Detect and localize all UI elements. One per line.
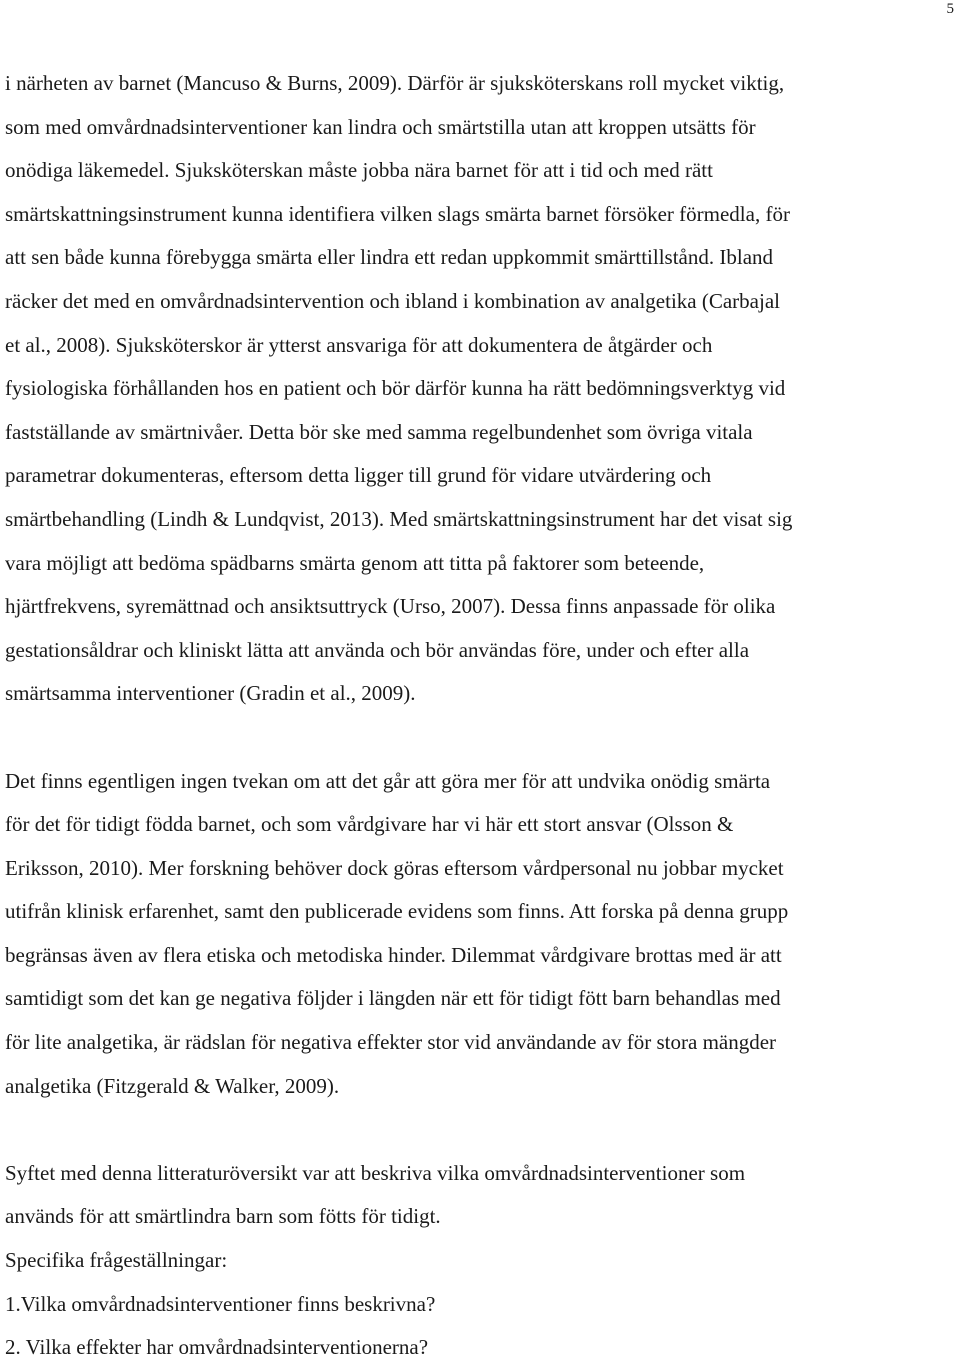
text-line: samtidigt som det kan ge negativa följder i längden när ett för tidigt fött barn behandlas med: [5, 986, 781, 1011]
text-line: fysiologiska förhållanden hos en patient och bör därför kunna ha rätt bedömningsverktyg vid: [5, 376, 786, 401]
text-line: analgetika (Fitzgerald & Walker, 2009).: [5, 1073, 340, 1098]
text-line: Eriksson, 2010). Mer forskning behöver dock göras eftersom vårdpersonal nu jobbar mycket: [5, 855, 784, 880]
text-line: i närheten av barnet (Mancuso & Burns, 2009). Därför är sjuksköterskans roll mycket viktig,: [5, 71, 785, 95]
text-line: för det för tidigt födda barnet, och som vårdgivare har vi här ett stort ansvar (Olsson &: [5, 812, 734, 837]
document-body: [5, 62, 953, 1370]
text-line: för lite analgetika, är rädslan för negativa effekter stor vid användande av för stora mängder: [5, 1030, 777, 1055]
text-line: används för att smärtlindra barn som fötts för tidigt.: [5, 1204, 441, 1229]
text-line: smärtbehandling (Lindh & Lundqvist, 2013). Med smärtskattningsinstrument har det visat sig: [5, 506, 793, 531]
paragraph: [5, 1152, 953, 1370]
text-line: vara möjligt att bedöma spädbarns smärta genom att titta på faktorer som beteende,: [5, 550, 705, 575]
paragraph: [5, 760, 953, 1109]
text-line: som med omvårdnadsinterventioner kan lindra och smärtstilla utan att kroppen utsätts för: [5, 114, 756, 139]
paragraph: [5, 62, 953, 716]
text-line: onödiga läkemedel. Sjuksköterskan måste jobba nära barnet för att i tid och med rätt: [5, 158, 713, 183]
text-line: gestationsåldrar och kliniskt lätta att använda och bör användas före, under och efter alla: [5, 637, 750, 662]
text-line: att sen både kunna förebygga smärta eller lindra ett redan uppkommit smärttillstånd. Ibland: [5, 245, 774, 270]
text-line: begränsas även av flera etiska och metodiska hinder. Dilemmat vårdgivare brottas med är att: [5, 942, 782, 967]
page-number: 5: [946, 1, 954, 17]
paragraph-spacer: [5, 1108, 953, 1152]
text-line: utifrån klinisk erfarenhet, samt den publicerade evidens som finns. Att forska på denna grupp: [5, 899, 789, 924]
paragraph-spacer: [5, 716, 953, 760]
text-line: Syftet med denna litteraturöversikt var att beskriva vilka omvårdnadsinterventioner som: [5, 1160, 746, 1185]
text-line: smärtsamma interventioner (Gradin et al., 2009).: [5, 681, 416, 706]
text-line: parametrar dokumenteras, eftersom detta ligger till grund för vidare utvärdering och: [5, 463, 712, 488]
question-2: 2. Vilka effekter har omvårdnadsinterventionerna?: [5, 1335, 429, 1360]
text-line: Det finns egentligen ingen tvekan om att det går att göra mer för att undvika onödig smärta: [5, 768, 771, 793]
question-1: 1.Vilka omvårdnadsinterventioner finns beskrivna?: [5, 1291, 436, 1316]
text-line: et al., 2008). Sjuksköterskor är ytterst ansvariga för att dokumentera de åtgärder och: [5, 332, 713, 357]
text-line: smärtskattningsinstrument kunna identifiera vilken slags smärta barnet försöker förmedla, för: [5, 201, 790, 226]
text-line: räcker det med en omvårdnadsintervention och ibland i kombination av analgetika (Carbajal: [5, 288, 780, 313]
text-line: fastställande av smärtnivåer. Detta bör ske med samma regelbundenhet som övriga vitala: [5, 419, 753, 444]
text-line: hjärtfrekvens, syremättnad och ansiktsuttryck (Urso, 2007). Dessa finns anpassade för olika: [5, 594, 776, 619]
text-line: Specifika frågeställningar:: [5, 1248, 228, 1273]
